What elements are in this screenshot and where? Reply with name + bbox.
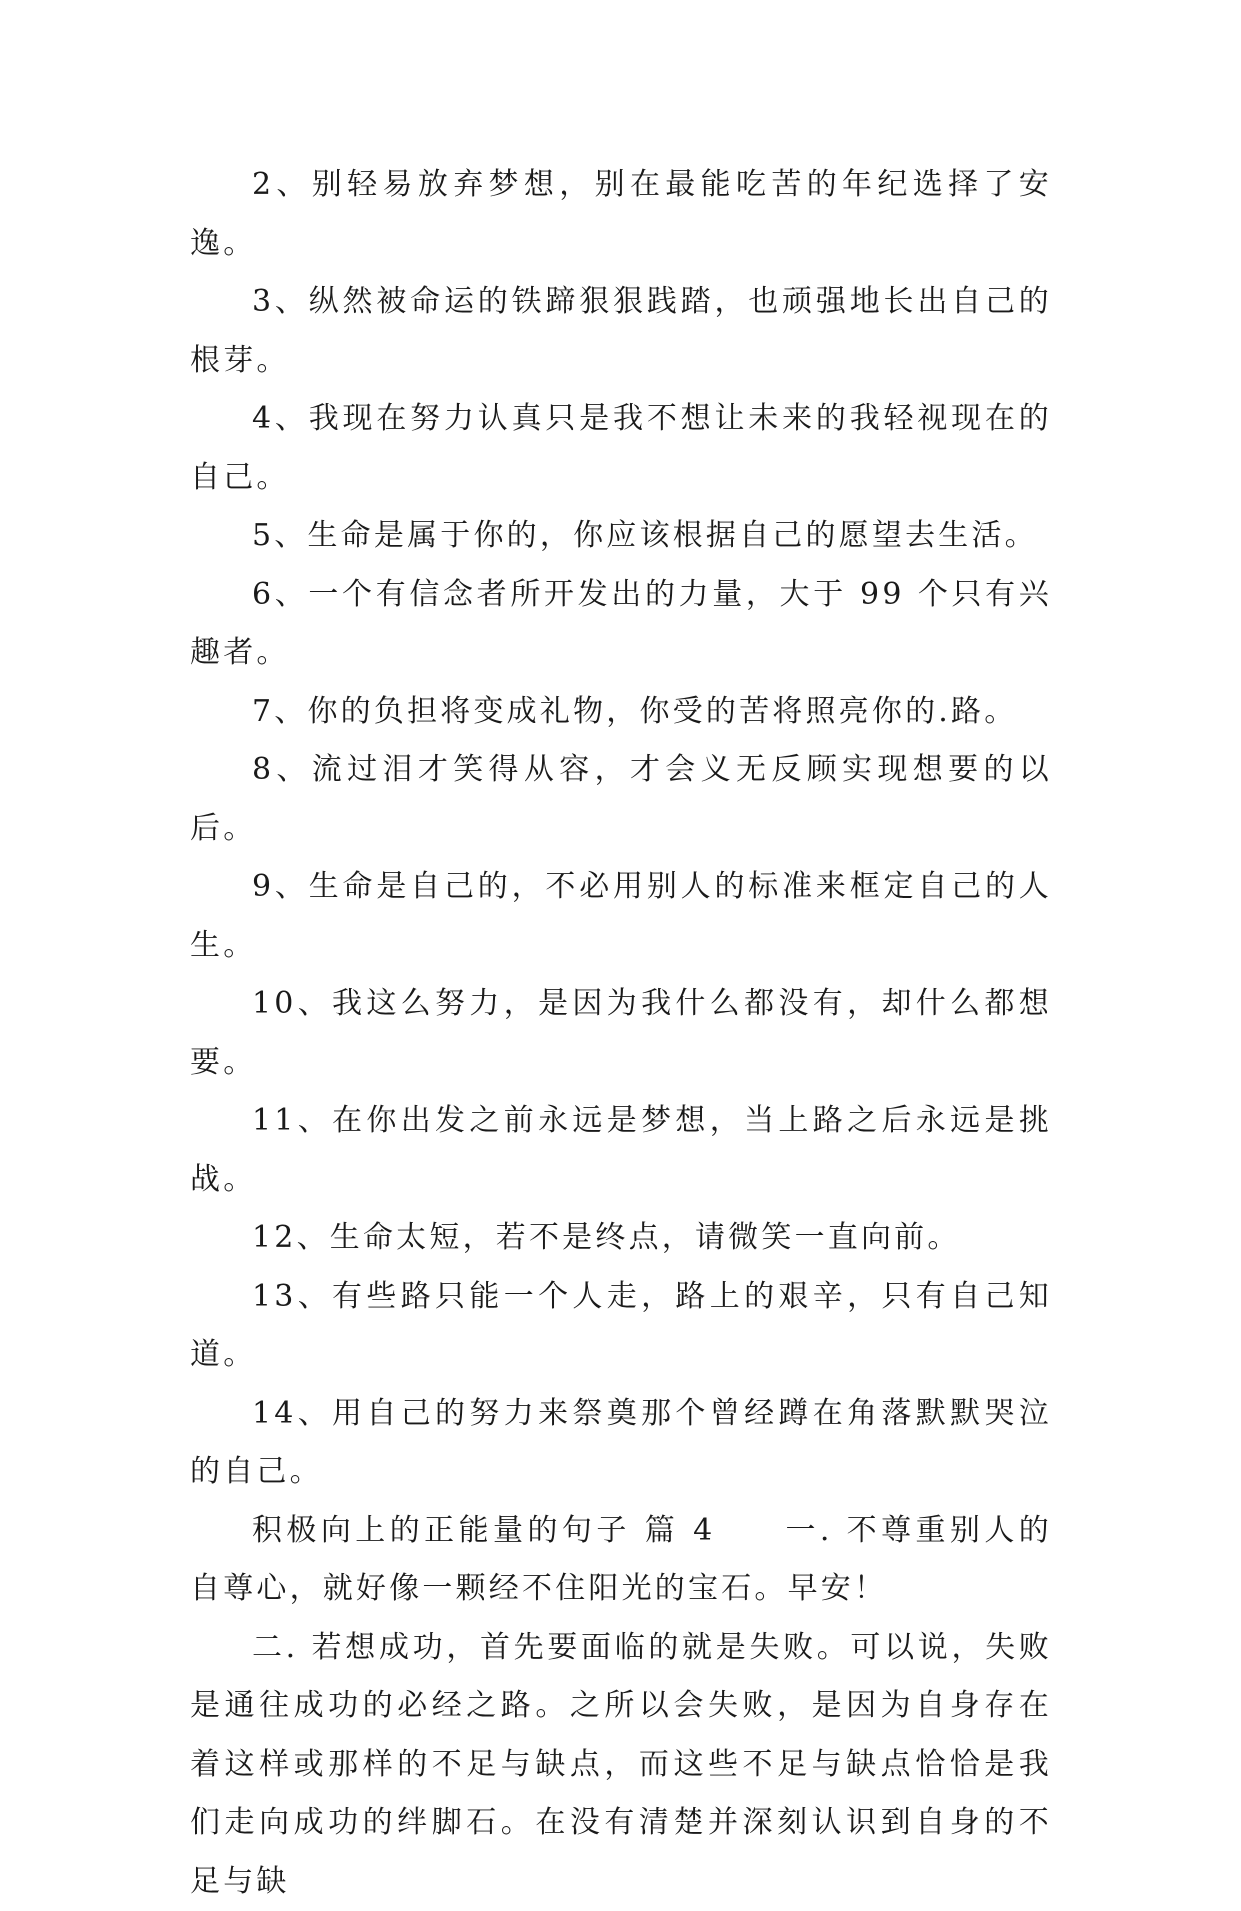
paragraph-8: 8、流过泪才笑得从容，才会义无反顾实现想要的以后。 xyxy=(190,741,1052,858)
paragraph-3: 3、纵然被命运的铁蹄狠狠践踏，也顽强地长出自己的根芽。 xyxy=(190,273,1052,390)
paragraph-14: 14、用自己的努力来祭奠那个曾经蹲在角落默默哭泣的自己。 xyxy=(190,1385,1052,1502)
paragraph-13: 13、有些路只能一个人走，路上的艰辛，只有自己知道。 xyxy=(190,1268,1052,1385)
paragraph-6: 6、一个有信念者所开发出的力量，大于 99 个只有兴趣者。 xyxy=(190,566,1052,683)
paragraph-7: 7、你的负担将变成礼物，你受的苦将照亮你的.路。 xyxy=(190,683,1052,742)
paragraph-11: 11、在你出发之前永远是梦想，当上路之后永远是挑战。 xyxy=(190,1092,1052,1209)
section-heading-paragraph: 积极向上的正能量的句子 篇 4 一. 不尊重别人的自尊心，就好像一颗经不住阳光的宝石。早安！ xyxy=(190,1502,1052,1619)
paragraph-10: 10、我这么努力，是因为我什么都没有，却什么都想要。 xyxy=(190,975,1052,1092)
paragraph-5: 5、生命是属于你的，你应该根据自己的愿望去生活。 xyxy=(190,507,1052,566)
paragraph-er: 二. 若想成功，首先要面临的就是失败。可以说，失败是通往成功的必经之路。之所以会失败，是因为自身存在着这样或那样的不足与缺点，而这些不足与缺点恰恰是我们走向成功的绊脚石。在没有清楚并深刻认识到自身的不足与缺 xyxy=(190,1619,1052,1911)
document-body xyxy=(190,156,1052,1911)
paragraph-4: 4、我现在努力认真只是我不想让未来的我轻视现在的自己。 xyxy=(190,390,1052,507)
paragraph-2: 2、别轻易放弃梦想，别在最能吃苦的年纪选择了安逸。 xyxy=(190,156,1052,273)
paragraph-9: 9、生命是自己的，不必用别人的标准来框定自己的人生。 xyxy=(190,858,1052,975)
paragraph-12: 12、生命太短，若不是终点，请微笑一直向前。 xyxy=(190,1209,1052,1268)
